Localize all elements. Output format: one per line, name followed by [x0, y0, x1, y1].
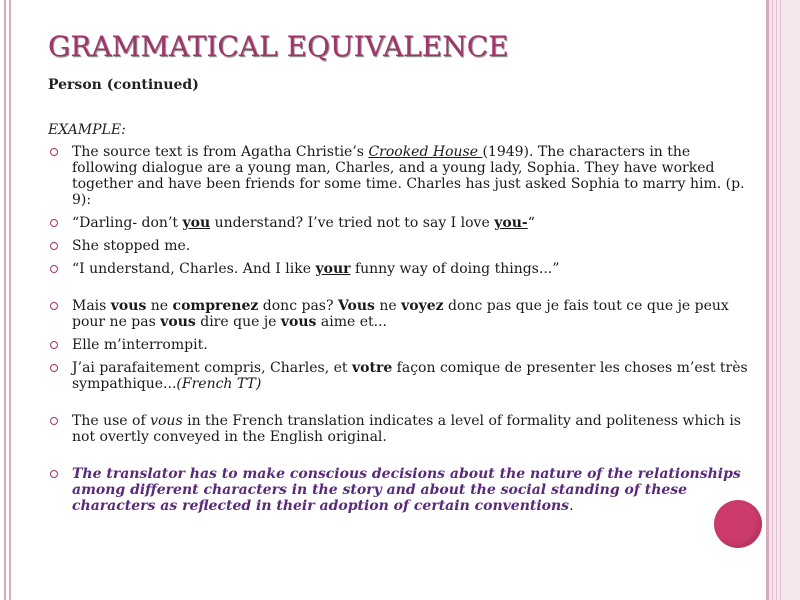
text: (1949). The characters in the following dialogue are a young man, Charles, and a young lady, Sophia. They have worked together and have been friends for some time. Charles has just asked Sophia to marry him. (p. 9):: [72, 144, 745, 208]
frame-line: [780, 0, 781, 600]
text: The source text is from Agatha Christie’s: [72, 144, 369, 160]
text: “I understand, Charles. And I like: [72, 261, 316, 277]
text: ne: [374, 298, 402, 314]
bullet-conclusion: [48, 466, 750, 514]
french-tt-tag: (French TT): [176, 376, 262, 392]
frame-line: [772, 0, 773, 600]
pronoun-highlight: you-: [494, 215, 528, 231]
bullet-french-narration: [48, 337, 750, 353]
bullet-icon: [50, 341, 58, 349]
decorative-circle: [714, 500, 762, 548]
text: J’ai parafaitement compris, Charles, et: [72, 360, 352, 376]
bullet-analysis: [48, 413, 750, 445]
bullet-source-text: [48, 144, 750, 208]
bold-word: voyez: [401, 298, 444, 314]
bullet-english-quote-1: [48, 215, 750, 231]
frame-line: [776, 0, 777, 600]
left-frame-border: [0, 0, 16, 600]
pronoun-highlight: your: [315, 261, 351, 277]
bullet-icon: [50, 364, 58, 372]
bold-word: vous: [110, 298, 147, 314]
slide-subtitle: Person (continued): [48, 77, 199, 93]
text: funny way of doing things...”: [350, 261, 560, 277]
text: in the French translation indicates a level of formality and politeness which is not overtly conveyed in the English original.: [72, 413, 741, 445]
text: donc pas?: [258, 298, 338, 314]
right-frame-border: [766, 0, 800, 600]
text: She stopped me.: [72, 238, 191, 254]
bullet-icon: [50, 302, 58, 310]
bullet-icon: [50, 265, 58, 273]
bullet-french-quote-1: [48, 298, 750, 330]
text: donc pas que je fais tout ce que je peux pour ne pas: [72, 298, 729, 330]
bullet-icon: [50, 219, 58, 227]
pronoun-highlight: you: [182, 215, 211, 231]
bold-word: vous: [280, 314, 317, 330]
text: The use of: [72, 413, 151, 429]
bullet-icon: [50, 242, 58, 250]
text: aime et...: [316, 314, 387, 330]
bullet-french-quote-2: [48, 360, 750, 392]
book-title: Crooked House: [368, 144, 483, 160]
text: Elle m’interrompit.: [72, 337, 208, 353]
text: Mais: [72, 298, 111, 314]
text: façon comique de presenter les choses m’est très sympathique...: [72, 360, 748, 392]
text: “: [527, 215, 535, 231]
slide-title: GRAMMATICAL EQUIVALENCE: [48, 30, 509, 63]
text: understand? I’ve tried not to say I love: [210, 215, 495, 231]
bullet-english-quote-2: [48, 261, 750, 277]
bullet-icon: [50, 417, 58, 425]
text: “Darling- don’t: [72, 215, 183, 231]
bold-word: votre: [352, 360, 393, 376]
bold-word: vous: [160, 314, 196, 330]
text: dire que je: [195, 314, 281, 330]
text: ne: [146, 298, 173, 314]
emphasis-text: The translator has to make conscious decisions about the nature of the relationships among different characters in the story and about the social standing of these characters as reflected in their adoption of certain conventions: [72, 466, 741, 514]
bullet-icon: [50, 470, 58, 478]
bullet-english-narration: [48, 238, 750, 254]
bold-word: comprenez: [172, 298, 259, 314]
example-label: EXAMPLE:: [48, 122, 126, 138]
italic-word: vous: [150, 413, 183, 429]
frame-line: [4, 0, 6, 600]
bullet-icon: [50, 148, 58, 156]
bold-word: Vous: [337, 298, 375, 314]
frame-line: [766, 0, 769, 600]
text: .: [569, 498, 574, 514]
bullet-list: [48, 144, 750, 521]
frame-line: [9, 0, 11, 600]
